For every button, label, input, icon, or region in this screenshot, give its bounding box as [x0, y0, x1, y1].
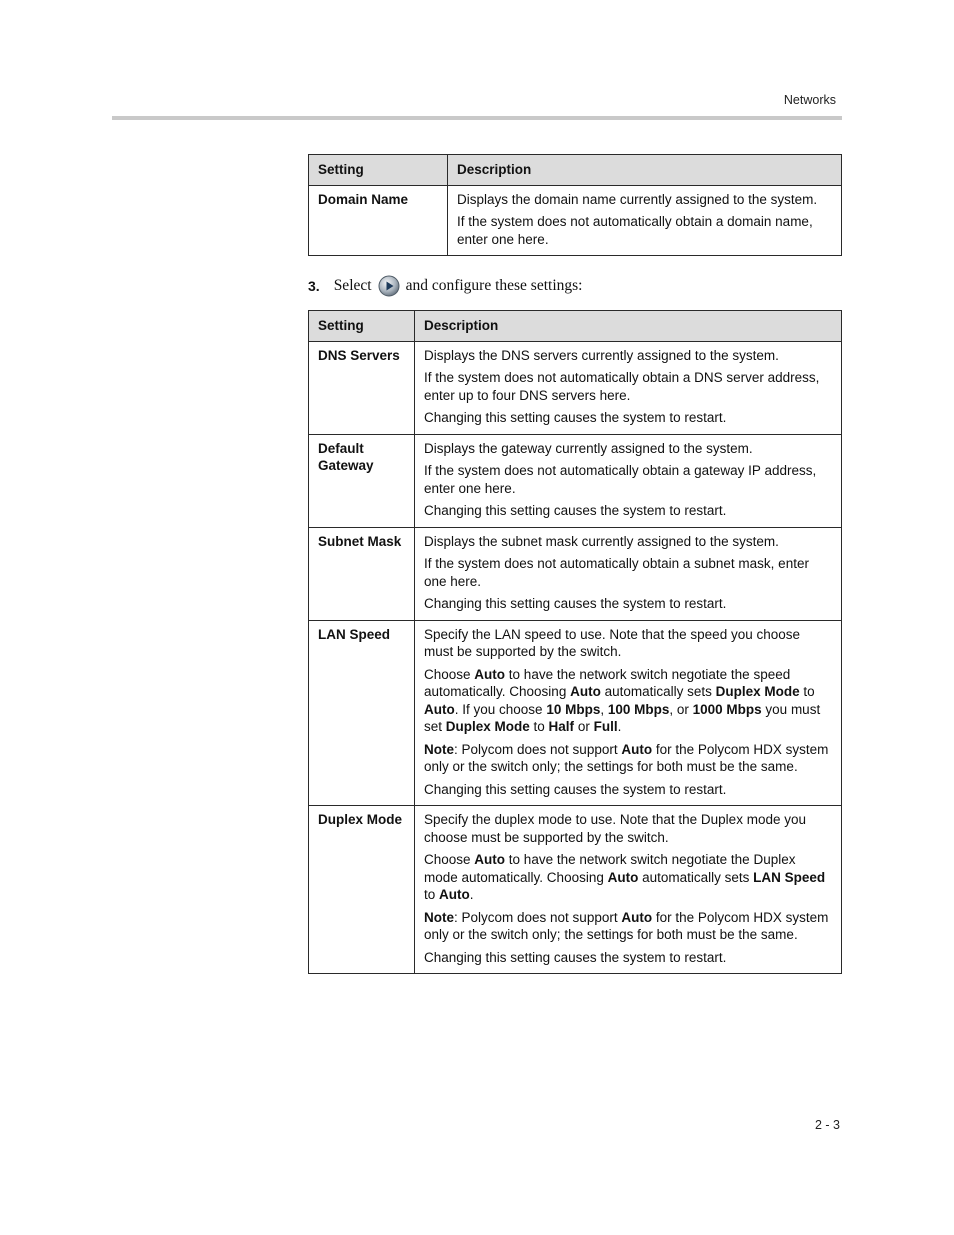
setting-description	[415, 527, 842, 620]
description-paragraph: Specify the LAN speed to use. Note that the speed you choose must be supported by the switch.	[424, 626, 800, 659]
setting-description	[415, 434, 842, 527]
column-header-description: Description	[448, 155, 842, 186]
header-rule	[112, 116, 842, 120]
setting-description	[448, 185, 842, 256]
description-paragraph: Displays the domain name currently assigned to the system.	[457, 191, 818, 207]
table-row	[309, 620, 842, 806]
description-paragraph: If the system does not automatically obtain a DNS server address, enter up to four DNS servers here.	[424, 370, 820, 403]
description-paragraph: If the system does not automatically obtain a domain name, enter one here.	[457, 214, 813, 247]
step-text-before: Select	[333, 277, 372, 294]
page-number: 2 - 3	[814, 1118, 840, 1132]
running-header: Networks	[783, 93, 836, 107]
description-paragraph: If the system does not automatically obtain a gateway IP address, enter one here.	[424, 463, 817, 496]
description-paragraph: Displays the gateway currently assigned to the system.	[424, 440, 753, 456]
setting-name: Subnet Mask	[309, 527, 415, 620]
setting-description	[415, 620, 842, 806]
description-paragraph: Choose Auto to have the network switch negotiate the speed automatically. Choosing Auto automatically sets Duplex Mode to Auto. If you choose 10 Mbps, 100 Mbps, or 1000 Mbps you must set Duplex Mode to Half or Full.	[424, 666, 821, 734]
table-header-row	[309, 311, 842, 342]
description-paragraph: Changing this setting causes the system to restart.	[424, 410, 727, 425]
column-header-setting: Setting	[309, 155, 448, 186]
description-paragraph: Changing this setting causes the system to restart.	[424, 949, 727, 965]
description-paragraph: Changing this setting causes the system to restart.	[424, 503, 727, 518]
step-number: 3.	[308, 278, 320, 294]
description-paragraph: Note: Polycom does not support Auto for the Polycom HDX system only or the switch only; the settings for both must be the same.	[424, 741, 829, 774]
step-instruction	[308, 275, 582, 297]
table-row	[309, 341, 842, 434]
setting-description	[415, 806, 842, 974]
domain-settings-table	[308, 154, 842, 256]
column-header-description: Description	[415, 311, 842, 342]
description-paragraph: Note: Polycom does not support Auto for the Polycom HDX system only or the switch only; the settings for both must be the same.	[424, 909, 829, 942]
description-paragraph: Changing this setting causes the system to restart.	[424, 596, 727, 611]
next-arrow-icon	[378, 275, 400, 297]
description-paragraph: If the system does not automatically obtain a subnet mask, enter one here.	[424, 556, 809, 589]
step-text-after: and configure these settings:	[405, 277, 583, 294]
setting-description	[415, 341, 842, 434]
table-row	[309, 185, 842, 256]
setting-name: DNS Servers	[309, 341, 415, 434]
setting-name: Default Gateway	[309, 434, 415, 527]
description-paragraph: Changing this setting causes the system to restart.	[424, 781, 727, 797]
description-paragraph: Choose Auto to have the network switch negotiate the Duplex mode automatically. Choosing Auto automatically sets LAN Speed to Auto.	[424, 852, 826, 902]
description-paragraph: Specify the duplex mode to use. Note that the Duplex mode you choose must be supported by the switch.	[424, 812, 806, 845]
table-row	[309, 806, 842, 974]
table-row	[309, 527, 842, 620]
network-settings-table	[308, 310, 842, 974]
setting-name: Domain Name	[309, 185, 448, 256]
table-header-row	[309, 155, 842, 186]
column-header-setting: Setting	[309, 311, 415, 342]
description-paragraph: Displays the subnet mask currently assigned to the system.	[424, 533, 779, 549]
description-paragraph: Displays the DNS servers currently assigned to the system.	[424, 347, 779, 363]
table-row	[309, 434, 842, 527]
setting-name: LAN Speed	[309, 620, 415, 806]
setting-name: Duplex Mode	[309, 806, 415, 974]
